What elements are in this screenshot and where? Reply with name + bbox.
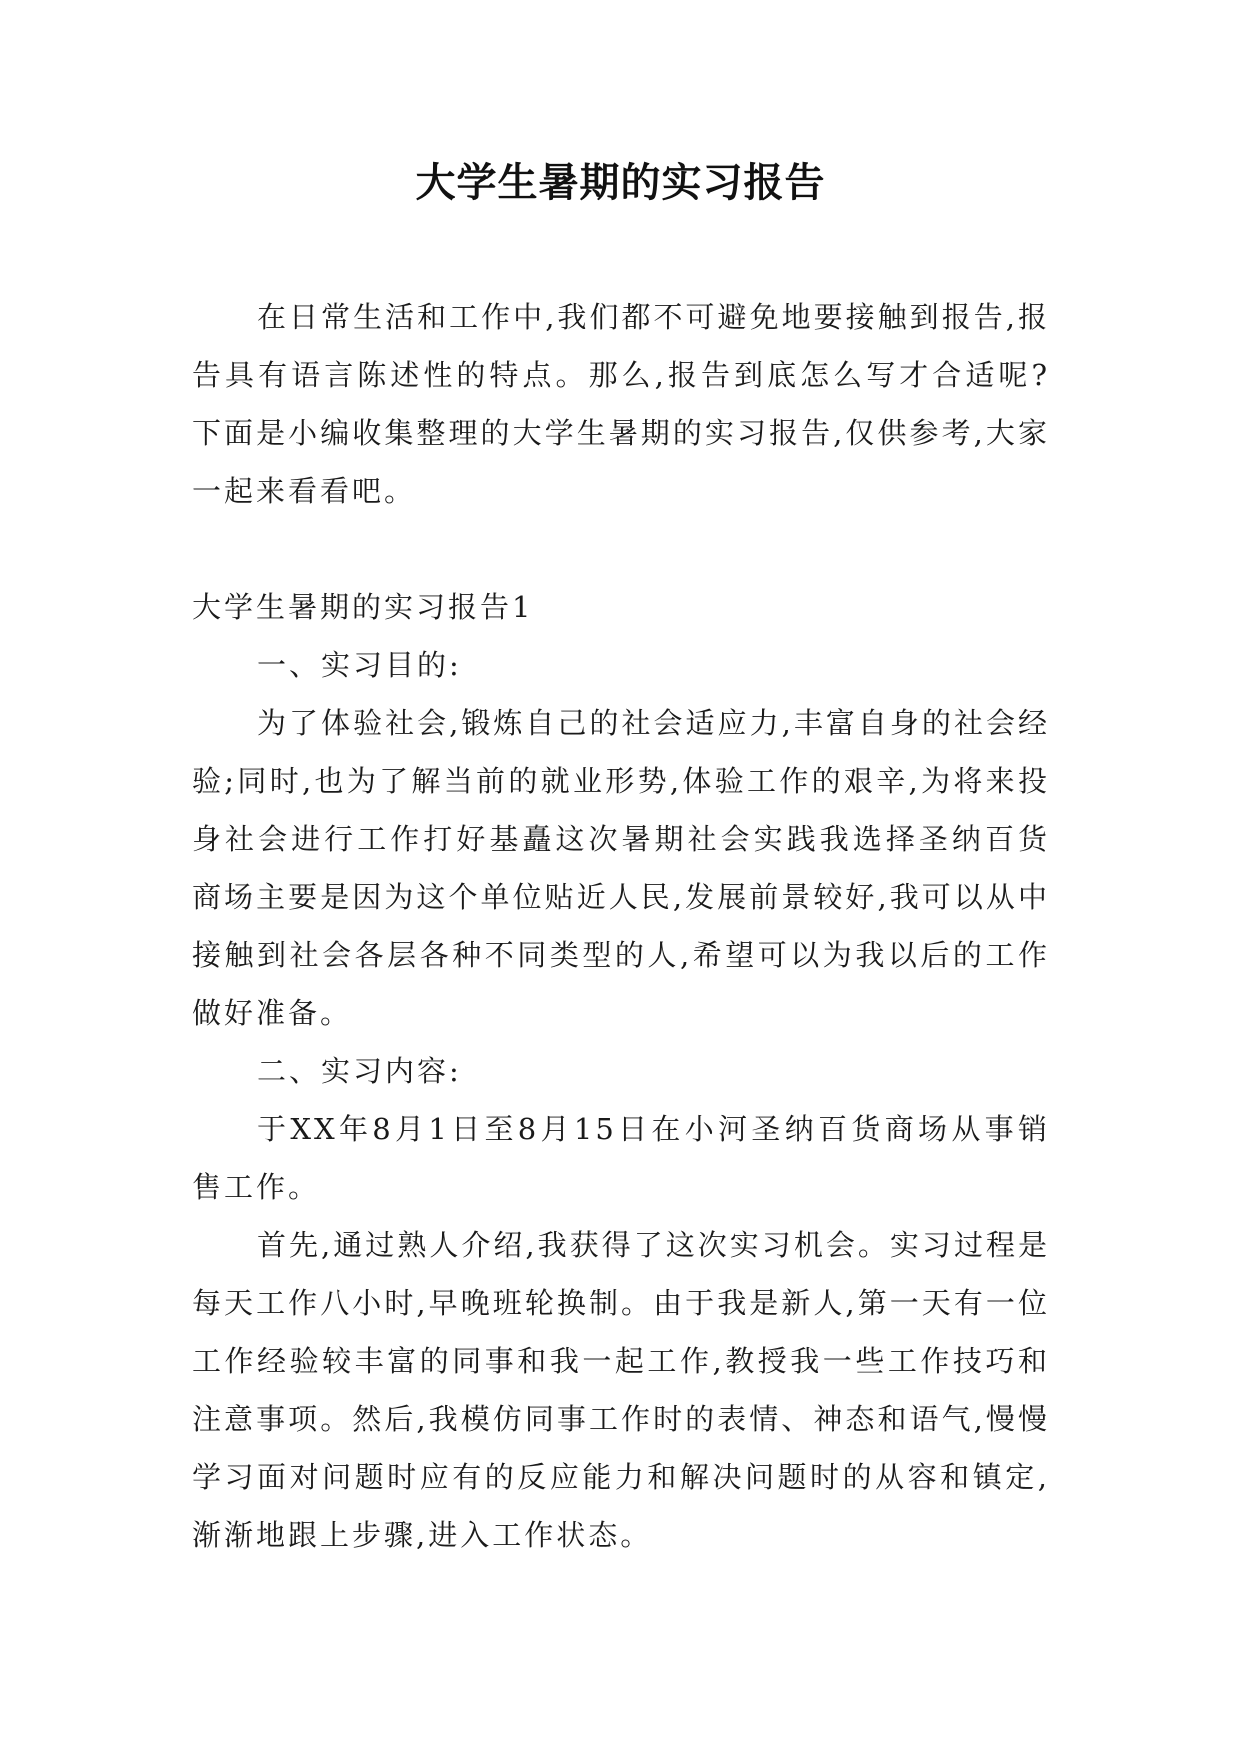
- document-body: [192, 288, 1050, 1564]
- intro-paragraph: 在日常生活和工作中,我们都不可避免地要接触到报告,报告具有语言陈述性的特点。那么,报告到底怎么写才合适呢?下面是小编收集整理的大学生暑期的实习报告,仅供参考,大家一起来看看吧。: [192, 300, 1050, 508]
- document-title: 大学生暑期的实习报告: [415, 160, 826, 206]
- purpose-heading: 一、实习目的:: [257, 648, 462, 682]
- content-paragraph-1: 于XX年8月1日至8月15日在小河圣纳百货商场从事销售工作。: [192, 1112, 1050, 1204]
- paragraph-gap: [192, 520, 1050, 578]
- content-heading: 二、实习内容:: [257, 1054, 462, 1088]
- content-paragraph-2: 首先,通过熟人介绍,我获得了这次实习机会。实习过程是每天工作八小时,早晚班轮换制。由于我是新人,第一天有一位工作经验较丰富的同事和我一起工作,教授我一些工作技巧和注意事项。然后,我模仿同事工作时的表情、神态和语气,慢慢学习面对问题时应有的反应能力和解决问题时的从容和镇定,渐渐地跟上步骤,进入工作状态。: [192, 1228, 1050, 1552]
- section-heading: 大学生暑期的实习报告1: [192, 590, 534, 624]
- purpose-paragraph: 为了体验社会,锻炼自己的社会适应力,丰富自身的社会经验;同时,也为了解当前的就业形势,体验工作的艰辛,为将来投身社会进行工作打好基矗这次暑期社会实践我选择圣纳百货商场主要是因为这个单位贴近人民,发展前景较好,我可以从中接触到社会各层各种不同类型的人,希望可以为我以后的工作做好准备。: [192, 706, 1050, 1030]
